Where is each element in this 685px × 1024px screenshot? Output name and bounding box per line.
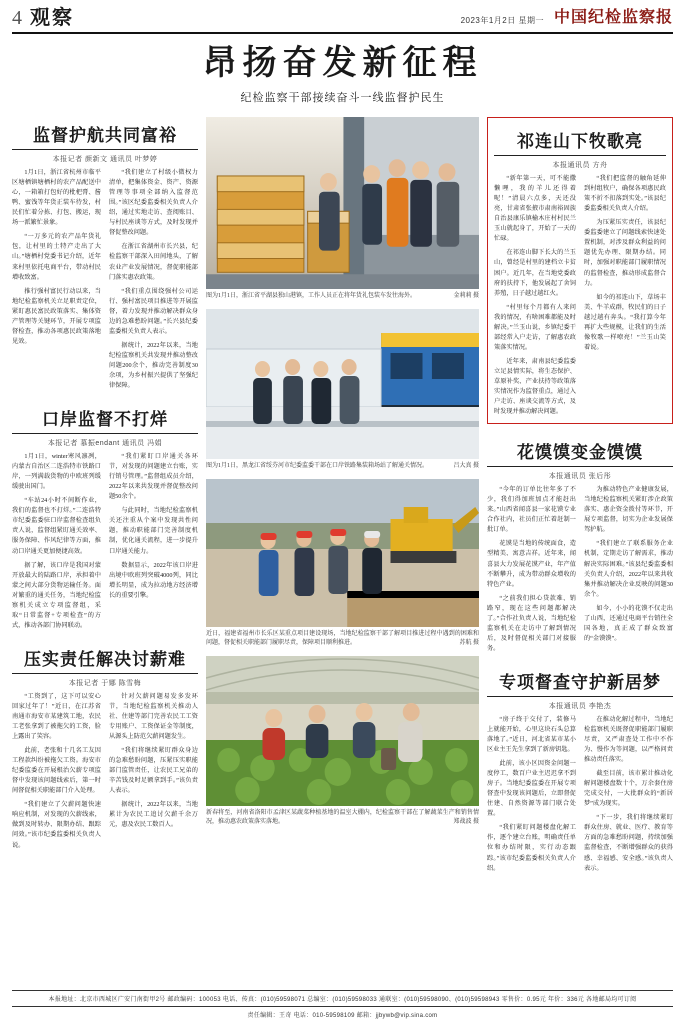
paragraph: 花馍是当地的传统面食，造型精美、寓意吉祥。近年来，闻喜县大力发展花馍产业，年产值不断攀升，成为带动群众增收的特色产业。: [487, 540, 576, 588]
paragraph: 数据显示，2022年该口岸进出境中欧班列突破4000列，同比增长明显，成为拉动地方经济增长的重要引擎。: [109, 561, 198, 599]
paragraph: “我们重点围绕强村公司运行、强村富民项目推进等开展监督，着力发现并推动解决群众身边的急难愁盼问题。”长兴县纪委监委相关负责人表示。: [109, 287, 198, 335]
article-byline: 本报通讯员 李艳杰: [548, 702, 612, 710]
photo-caption: [206, 462, 479, 471]
article-title: 专项督查守护新居梦: [487, 664, 673, 697]
photo-credit: 金莉莉 摄: [453, 293, 479, 300]
paragraph: “我们把监督的触角延伸到村组牧户，确保各项惠民政策不折不扣落到实处。”该县纪委监委相关负责人介绍。: [584, 175, 666, 213]
caption-text: 近日，福建省福州市长乐区某重点项目建设现场，当地纪检监察干部了解项目推进过程中遇到的困难和问题，督促相关职能部门履职尽责，保障项目顺利推进。: [206, 631, 479, 647]
article-byline: 本报通讯员 方舟: [552, 162, 608, 170]
paragraph: “我们将继续紧盯群众身边的急难愁盼问题，压紧压实职能部门监管责任，让农民工兄弟的辛苦钱及时足额拿到手。”该负责人表示。: [109, 747, 198, 795]
photo-credit: 苏航 摄: [459, 640, 479, 647]
paragraph: 1月1日，winter寒风凛冽，内蒙古自治区二连浩特市铁路口岸，一列满载货物的中欧班列缓缓驶出国门。: [12, 453, 101, 491]
article-byline: 本报记者 慕振endant 通讯员 冯娟: [47, 440, 163, 448]
paragraph: “车站24小时不间断作业，我们的监督也不打烊。”二连浩特市纪委监委驻口岸监督检查组负责人说，监督组紧盯通关效率、服务保障、作风纪律等方面，推动口岸通关更加便捷高效。: [12, 497, 101, 555]
paragraph: 1月1日，浙江省杭州市临平区塘栖镇塘栖村的农产品配送中心，一箱箱打包好的枇杷膏、酱鸭、蜜饯等年货正装车待发，村民们忙着分拣、打包、搬运，现场一派繁忙景象。: [12, 169, 101, 227]
photo-construction-site-inspection: [206, 479, 479, 627]
article-xinjumeng: [487, 664, 673, 878]
paragraph: 在祁连山脚下长大的兰玉山，曾经是村里的建档立卡贫困户。近几年，在当地党委政府的扶持下，他发展起了舍饲养殖，日子越过越红火。: [494, 249, 576, 297]
article-title: 祁连山下牧歌亮: [494, 123, 666, 156]
page-title: 昂扬奋发新征程: [202, 45, 483, 82]
photo-loading-yearend-goods: [206, 117, 479, 289]
article-byline: 本报记者 于娜 陈雪梅: [68, 679, 142, 687]
newspaper-logo: 中国纪检监察报: [553, 9, 673, 26]
page-subtitle: 纪检监察干部接续奋斗一线监督护民生: [240, 92, 445, 105]
photo-credit: 吕大真 摄: [453, 463, 479, 470]
publication-date: 2023年1月2日 星期一: [460, 16, 544, 25]
paragraph: 针对欠薪问题易发多发环节，当地纪检监察机关推动人社、住建等部门完善农民工工资专用账户、工资保证金等制度，从源头上防范欠薪问题发生。: [109, 692, 198, 741]
paragraph: 据了解，该口岸是我国对蒙开放最大的陆路口岸，承担着中蒙之间大部分货物运输任务。面对繁重的通关任务，当地纪检监察机关成立专项监督组，采取“日常监督+专项检查”的方式，推动各部门协同联动。: [12, 561, 101, 629]
article-title: 压实责任解决讨薪难: [12, 641, 198, 674]
paragraph: 此前，该小区因资金问题一度停工，数百户业主迟迟拿不到房子。当地纪委监委在开展专项督查中发现该问题后，立即督促住建、自然资源等部门联合处置。: [487, 760, 576, 818]
paragraph: “今年的订单比往年多了不少，我们得加班加点才能赶出来。”山西省闻喜县一家花馍专业合作社内，社员们正忙着赶制一批订单。: [487, 486, 576, 534]
paragraph: 如今的祁连山下，草场丰美、牛羊成群，牧民们的日子越过越有奔头。“我打算今年再扩大些规模，让我们的生活像牧歌一样嘹亮！”兰玉山笑着说。: [584, 293, 666, 351]
caption-text: 新春将至，河南省洛阳市孟津区某蔬菜种植基地的温室大棚内，纪检监察干部在了解蔬菜生产和销售情况，推动惠农政策落实落地。: [206, 810, 479, 826]
paragraph: “一万多元的农产品年货礼包，让村里的土特产走出了大山。”塘栖村党委书记介绍，近年来村里依托电商平台，带动村民增收致富。: [12, 233, 101, 281]
paragraph: “我们紧盯口岸通关各环节，对发现的问题建立台账，实行销号管理。”监督组成员介绍，2022年以来共发现并督促整改问题50余个。: [109, 453, 198, 501]
paragraph: “村里每个月都有人来问我的情况，有啥困难都能及时解决。”兰玉山说，乡镇纪委干部经常入户走访，了解惠农政策落实情况。: [494, 303, 576, 351]
article-body: [487, 485, 673, 654]
photo-credit: 郑战波 摄: [453, 819, 479, 826]
paragraph: “工资到了，这下可以安心回家过年了！”近日，在江苏省南通市海安市某建筑工地，农民工老张拿到了被拖欠的工资，脸上露出了笑容。: [12, 692, 101, 741]
caption-text: 图为1月1日，浙江省平湖县独山港镇，工作人员正在将年货礼包装车发往海外。: [206, 293, 417, 300]
photo-railway-port-inspection: [206, 309, 479, 459]
paragraph: “房子终于交付了，装修马上就能开始，心里这块石头总算落地了。”近日，河北省某市某小区业主王先生拿到了新房钥匙。: [487, 715, 576, 754]
paragraph: “之前我们担心贷款难、销路窄，现在这些问题都解决了。”合作社负责人说，当地纪检监察机关在走访中了解到情况后，及时督促相关部门对接服务。: [487, 594, 576, 652]
paragraph: 如今，小小的花馍不仅走出了山西，还通过电商平台销往全国各地，真正成了群众致富的“金馍馍”。: [584, 604, 673, 642]
photo-caption: [206, 809, 479, 827]
footer-contact-line: 本报地址：北京市西城区广安门南街甲2号 邮政编码：100053 电话、传真：(010)59598071 总编室：(010)59598033 通联室：(010)59598090、(010)59598943 零售价：0.95元 年价：336元 各地邮局均可订阅: [12, 990, 673, 1007]
article-title: 花馍馍变金馍馍: [487, 434, 673, 467]
paragraph: 与此同时，当地纪检监察机关还注重从个案中发现共性问题，推动职能部门完善制度机制，优化通关流程，进一步提升口岸通关能力。: [109, 507, 198, 555]
paragraph: “我们建立了欠薪问题快速响应机制，对发现的欠薪线索，做到及时转办、限期办结、跟踪问效。”该市纪委监委相关负责人说。: [12, 801, 101, 849]
photo-caption: [206, 630, 479, 648]
page-folio-number: 4: [12, 7, 22, 29]
article-body: [494, 174, 666, 417]
article-title: 监督护航共同富裕: [12, 117, 198, 150]
article-body: [12, 452, 198, 631]
paragraph: “我们紧盯问题楼盘化解工作，逐个建立台账，明确责任单位和办结时限，实行动态跟踪。”该市纪委监委相关负责人介绍。: [487, 824, 576, 872]
paragraph: 近年来，肃南县纪委监委立足县情实际，将生态保护、草原补奖、产业扶持等政策落实情况作为监督重点，通过入户走访、座谈交流等方式，及时发现并推动解决问题。: [494, 357, 576, 416]
article-byline: 本报通讯员 张后彤: [548, 473, 612, 481]
paragraph: 为推动特色产业健康发展，当地纪检监察机关紧盯涉企政策落实、惠企资金拨付等环节，开展专项监督，切实为企业发展保驾护航。: [584, 486, 673, 534]
article-gongtongfuyu: [12, 117, 198, 391]
paragraph: “下一步，我们将继续紧盯群众住房、就业、医疗、教育等方面的急难愁盼问题，持续加强监督检查，不断增强群众的获得感、幸福感、安全感。”该负责人表示。: [584, 814, 673, 872]
left-column: [12, 117, 198, 957]
footer-editor-line: 责任编辑：王奇 电话：010-59598109 邮箱：jjbywb@vip.sina.com: [247, 1013, 438, 1019]
photo-caption: [206, 292, 479, 301]
article-qilianshan: [487, 117, 673, 424]
article-byline: 本报记者 颜新文 通讯员 叶梦婷: [52, 156, 158, 164]
page-footer: [12, 990, 673, 1024]
paragraph: 据统计，2022年以来，当地纪检监察机关共发现并推动整改问题200余个，推动完善制度30余项，为乡村振兴提供了坚强纪律保障。: [109, 341, 198, 390]
article-body: [12, 168, 198, 391]
center-photo-column: [206, 117, 479, 957]
caption-text: 图为1月1日，黑龙江省绥芬河市纪委监委干部在口岸铁路集装箱场站了解通关情况。: [206, 463, 429, 470]
paragraph: 据统计，2022年以来，当地累计为农民工追讨欠薪千余万元，惠及农民工数百人。: [109, 801, 198, 829]
paragraph: “新年第一天，可不能撒懒哩，我的羊儿还得着呢！”清晨六点多，天还没亮，甘肃省张掖市肃南裕固族自治县康乐镇榆木庄村村民兰玉山就起身了，开始了一天的忙碌。: [494, 175, 576, 243]
right-column: [487, 117, 673, 957]
article-huamomo: [487, 434, 673, 654]
paragraph: “我们建立了联系服务企业机制，定期走访了解需求，推动解决实际困难。”该县纪委监委相关负责人介绍，2022年以来共收集并推动解决企业反映的问题30余个。: [584, 540, 673, 598]
paragraph: 在推动化解过程中，当地纪检监察机关既督促职能部门履职尽责，又严肃查处工作中不作为、慢作为等问题，以严格问责推动责任落实。: [584, 715, 673, 764]
masthead: [12, 0, 673, 34]
paragraph: 此前，老张和十几名工友因工程款纠纷被拖欠工资。海安市纪委监委在开展根治欠薪专项监督中发现该问题线索后，第一时间督促相关职能部门介入处理。: [12, 747, 101, 795]
article-title: 口岸监督不打烊: [12, 401, 198, 434]
article-body: [12, 692, 198, 851]
main-headline-block: [12, 34, 673, 111]
article-kouan: [12, 401, 198, 631]
paragraph: 截至目前，该市累计推动化解问题楼盘数十个，万余套住房完成交付，一大批群众的“新居梦”成为现实。: [584, 770, 673, 808]
paragraph: “我们建立了村级小微权力清单，把集体资金、资产、资源管理等事项全部纳入监督范围。”该区纪委监委相关负责人介绍，通过实地走访、查阅账目、与村民座谈等方式，及时发现并督促整改问题。: [109, 169, 198, 237]
paragraph: 为压紧压实责任，该县纪委监委建立了问题线索快速处置机制，对涉及群众利益的问题优先办理、限期办结。同时，加强对职能部门履职情况的监督检查，推动形成监督合力。: [584, 219, 666, 287]
paragraph: 在浙江省湖州市长兴县，纪检监察干部深入田间地头，了解农业产业发展情况，督促职能部门落实惠农政策。: [109, 243, 198, 281]
paragraph: 推行强村富民行动以来，当地纪检监察机关立足职责定位，紧盯惠民富民政策落实、集体资产管理等关键环节，开展专项监督检查，推动各项惠民政策落地见效。: [12, 287, 101, 345]
section-title: 观察: [30, 7, 74, 29]
photo-greenhouse-vegetable-inspection: [206, 656, 479, 806]
article-body: [487, 715, 673, 878]
article-taoxin: [12, 641, 198, 851]
page-columns: [12, 117, 673, 957]
